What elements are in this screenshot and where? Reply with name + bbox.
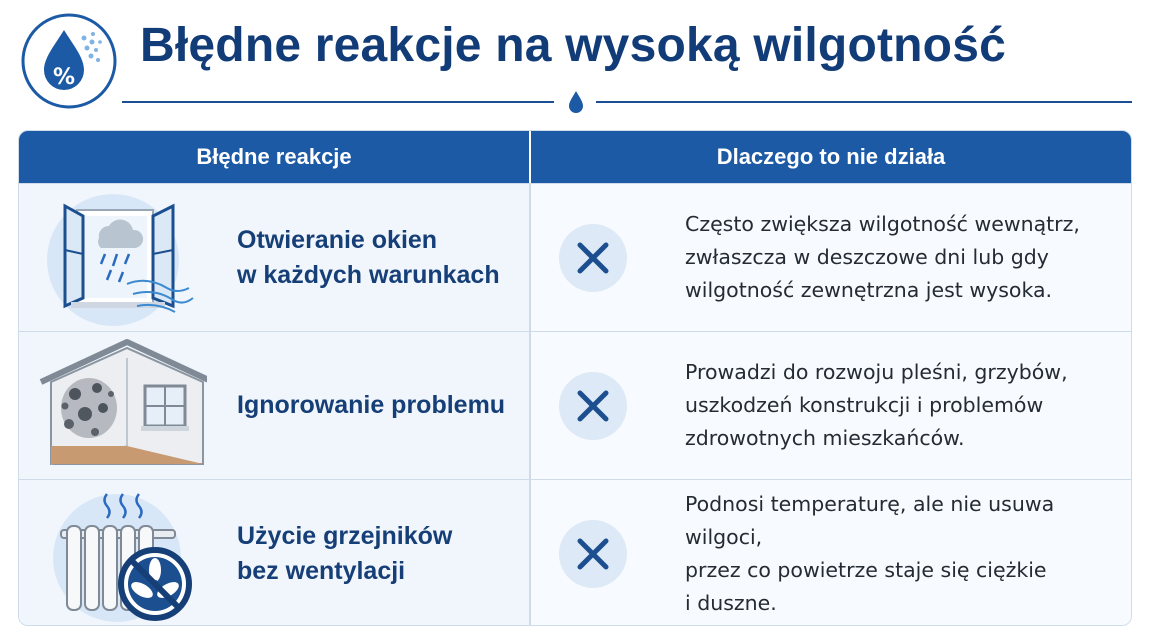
water-drop-icon [566,89,586,115]
reason-cell [531,184,1131,331]
radiator-no-fan-icon [37,484,207,624]
reason-line: zwłaszcza w deszczowe dni lub gdy [685,245,1049,269]
reason-line: wilgotność zewnętrzna jest wysoka. [685,278,1053,302]
humidity-percent-drop-icon [20,12,118,110]
reaction-label [237,223,500,293]
table-row [19,331,1131,479]
reaction-label [237,519,452,589]
x-mark-icon [559,520,627,588]
table-row [19,183,1131,331]
reaction-cell [19,332,531,479]
reaction-label-line: Ignorowanie problemu [237,391,506,419]
reaction-label-line: Użycie grzejników [237,521,453,550]
reaction-label-line: w każdych warunkach [237,260,500,289]
reason-line: uszkodzeń konstrukcji i problemów [685,393,1044,417]
title-divider-left [122,101,554,103]
reason-line: przez co powietrze staje się ciężkie [685,557,1047,582]
reason-line: i duszne. [685,590,777,615]
reason-line: Podnosi temperaturę, ale nie usuwa wilgoci, [685,491,1055,549]
reason-line: Prowadzi do rozwoju pleśni, grzybów, [685,360,1068,384]
column-header-reactions: Błędne reakcje [19,131,531,183]
reason-text [685,488,1131,620]
moldy-room-icon [37,336,207,476]
open-window-rain-icon [37,188,207,328]
reaction-label-line: bez wentylacji [237,556,406,585]
reason-text [685,208,1080,307]
x-mark-icon [559,224,627,292]
page-title: Błędne reakcje na wysoką wilgotność [140,19,1006,72]
table-row [19,479,1131,626]
reaction-cell [19,480,531,626]
reason-line: zdrowotnych mieszkańców. [685,426,965,450]
reason-cell [531,480,1131,626]
title-divider-right [596,101,1132,103]
svg-text:%: % [52,65,76,90]
column-header-why: Dlaczego to nie działa [716,144,946,169]
reason-text [685,356,1068,455]
reaction-label [237,388,505,423]
reaction-label-line: Otwieranie okien [237,225,438,254]
reason-cell [531,332,1131,479]
reason-line: Często zwiększa wilgotność wewnątrz, [685,212,1080,236]
reaction-cell [19,184,531,331]
x-mark-icon [559,372,627,440]
comparison-table [18,130,1132,626]
table-header [19,131,1131,183]
